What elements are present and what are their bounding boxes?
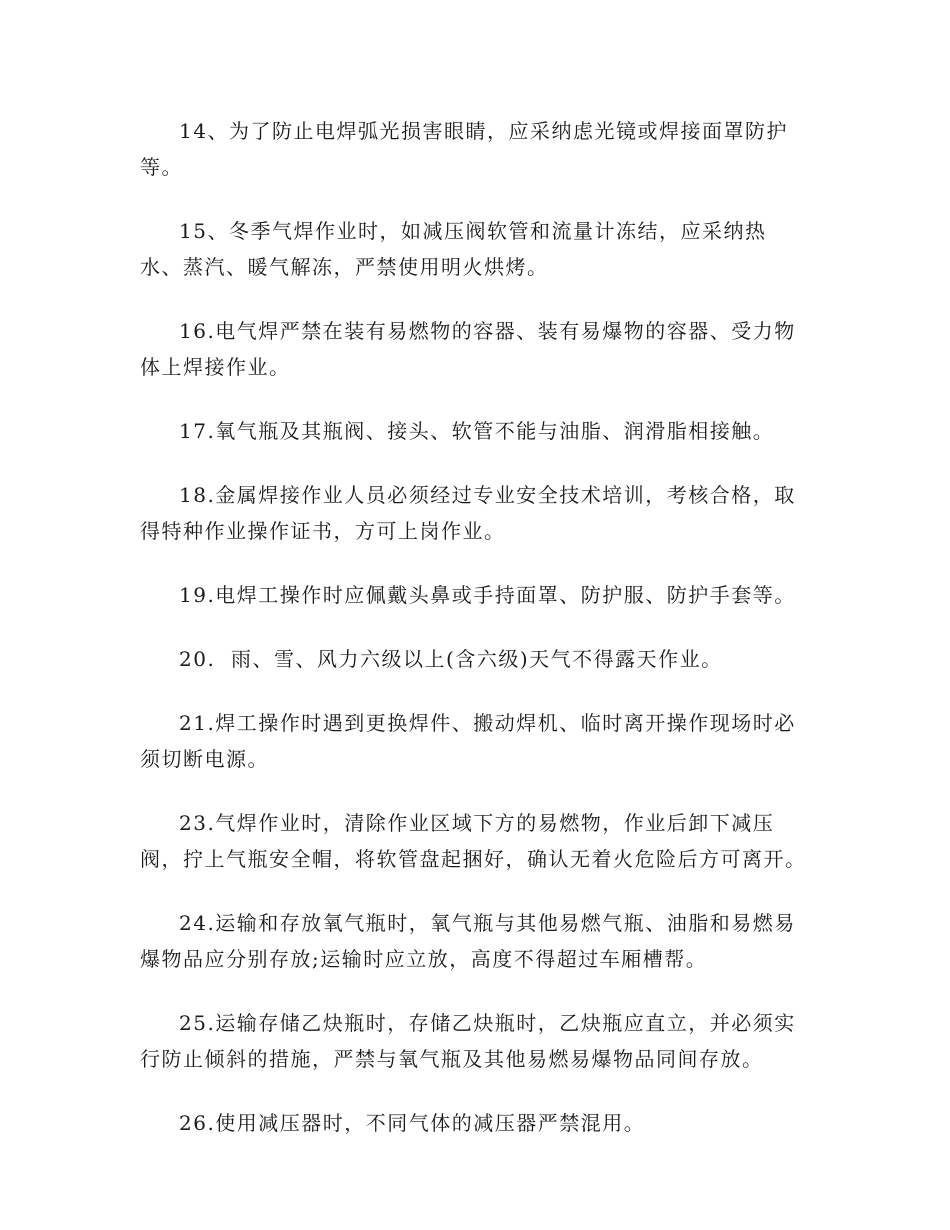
paragraph-item-24: 24.运输和存放氧气瓶时，氧气瓶与其他易燃气瓶、油脂和易燃易爆物品应分别存放;运输时应立放，高度不得超过车厢槽帮。 [140,911,796,971]
paragraph-item-18: 18.金属焊接作业人员必须经过专业安全技术培训，考核合格，取得特种作业操作证书，方可上岗作业。 [140,483,796,543]
paragraph-item-23: 23.气焊作业时，清除作业区域下方的易燃物，作业后卸下减压阀，拧上气瓶安全帽，将软管盘起捆好，确认无着火危险后方可离开。 [140,811,807,871]
paragraph-item-19: 19.电焊工操作时应佩戴头鼻或手持面罩、防护服、防护手套等。 [179,583,796,607]
paragraph-item-15: 15、冬季气焊作业时，如减压阀软管和流量计冻结，应采纳热水、蒸汽、暖气解冻，严禁使用明火烘烤。 [140,219,767,279]
paragraph-item-26: 26.使用减压器时，不同气体的减压器严禁混用。 [179,1111,646,1135]
document-body [140,113,808,1169]
paragraph-item-17: 17.氧气瓶及其瓶阀、接头、软管不能与油脂、润滑脂相接触。 [179,419,775,443]
paragraph-item-16: 16.电气焊严禁在装有易燃物的容器、装有易爆物的容器、受力物体上焊接作业。 [140,319,796,379]
paragraph-item-14: 14、为了防止电焊弧光损害眼睛，应采纳虑光镜或焊接面罩防护等。 [140,119,788,179]
paragraph-item-25: 25.运输存储乙炔瓶时，存储乙炔瓶时，乙炔瓶应直立，并必须实行防止倾斜的措施，严禁与氧气瓶及其他易燃易爆物品同间存放。 [140,1011,796,1071]
paragraph-item-20: 20. 雨、雪、风力六级以上(含六级)天气不得露天作业。 [179,647,723,671]
paragraph-item-21: 21.焊工操作时遇到更换焊件、搬动焊机、临时离开操作现场时必须切断电源。 [140,711,796,771]
